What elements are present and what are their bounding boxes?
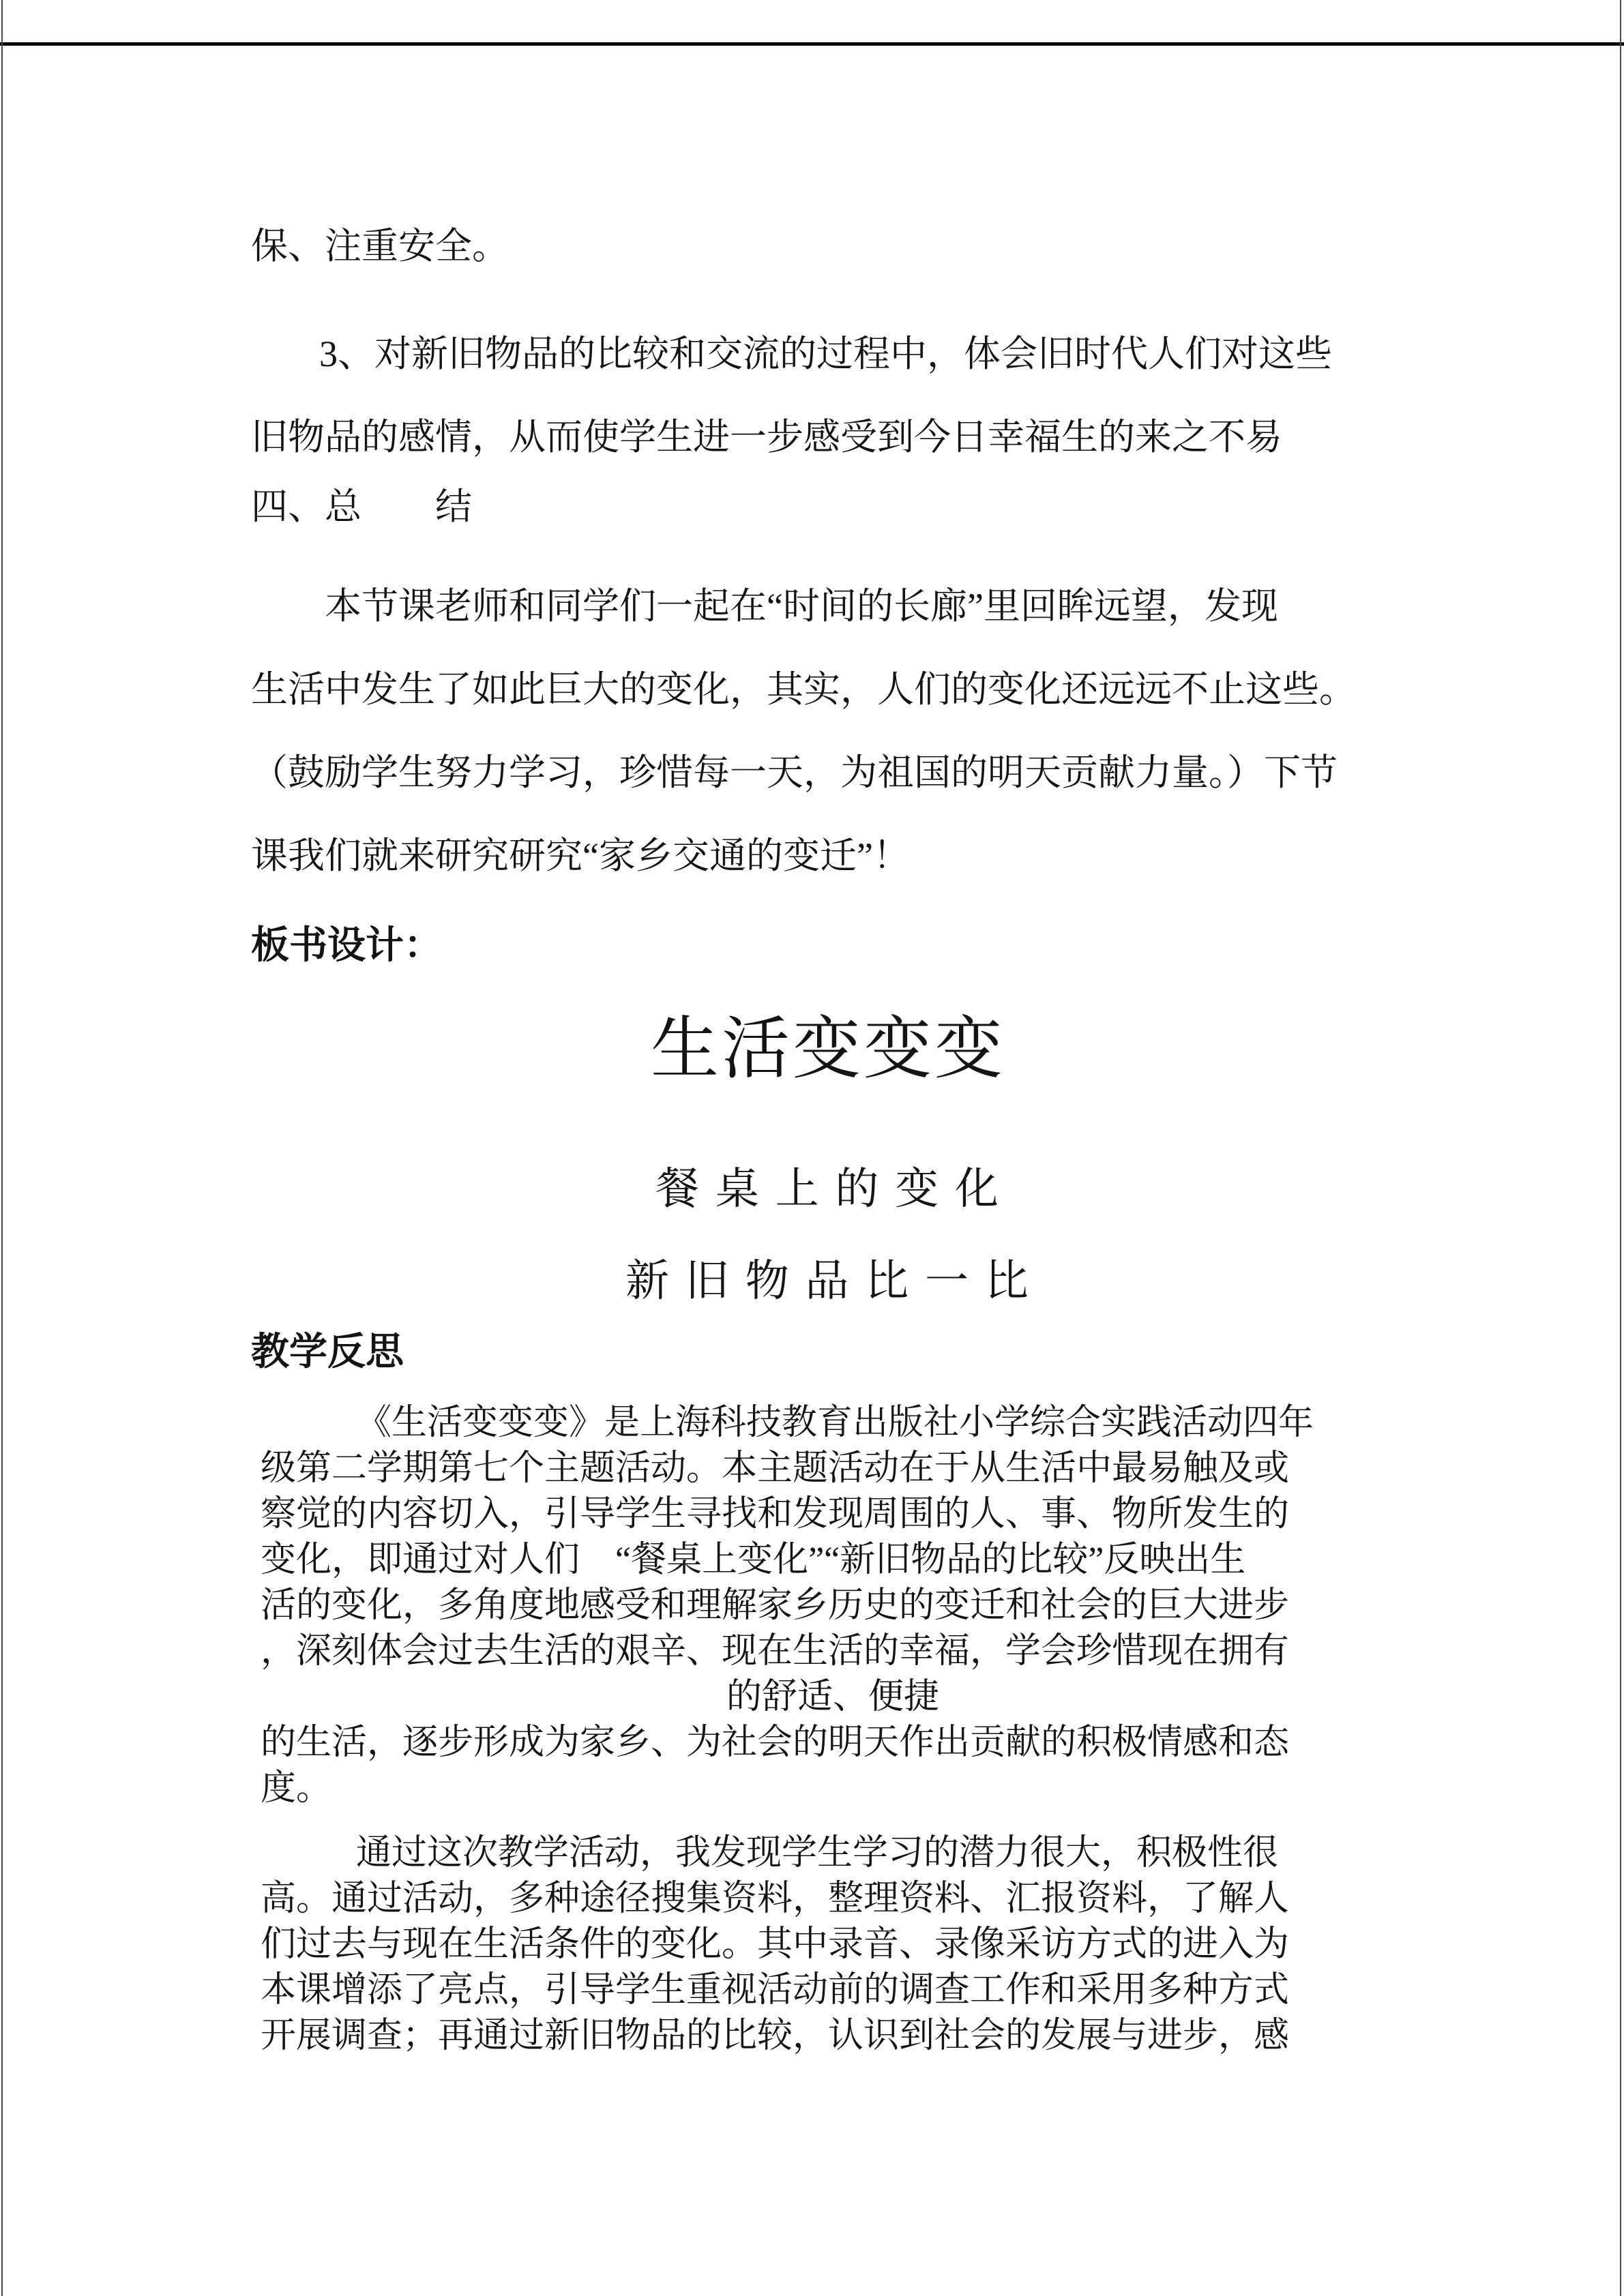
reflection-p1-line1: 《生活变变变》是上海科技教育出版社小学综合实践活动四年 — [356, 1403, 1314, 1442]
reflection-p1-line3: 察觉的内容切入，引导学生寻找和发现周围的人、事、物所发生的 — [261, 1495, 1290, 1534]
body-para-summary-line2: 生活中发生了如此巨大的变化，其实，人们的变化还远远不止这些。 — [251, 669, 1356, 710]
reflection-p2-line1: 通过这次教学活动，我发现学生学习的潜力很大，积极性很 — [356, 1834, 1279, 1873]
reflection-p2-line3: 们过去与现在生活条件的变化。其中录音、录像采访方式的进入为 — [261, 1925, 1290, 1964]
page-right-edge — [1620, 0, 1621, 2296]
page-left-edge — [1, 0, 3, 2296]
board-design-label: 板书设计： — [251, 925, 442, 967]
document-content — [251, 205, 1405, 2059]
reflection-p1-tail-line1: 的生活，逐步形成为家乡、为社会的明天作出贡献的积极情感和态 — [261, 1723, 1290, 1762]
body-para-summary-line3: （鼓励学生努力学习，珍惜每一天，为祖国的明天贡献力量。）下节 — [251, 752, 1338, 793]
board-design-section — [251, 904, 1405, 1318]
body-para-summary-line1: 本节课老师和同学们一起在“时间的长廊”里回眸远望，发现 — [325, 586, 1278, 627]
reflection-p1-center-line: 的舒适、便捷 — [726, 1678, 939, 1716]
body-line-safety: 保、注重安全。 — [251, 226, 509, 267]
reflection-p1-line6: ，深刻体会过去生活的艰辛、现在生活的幸福，学会珍惜现在拥有 — [261, 1632, 1290, 1671]
reflection-p2-line5: 开展调查；再通过新旧物品的比较，认识到社会的发展与进步，感 — [261, 2016, 1290, 2055]
body-para-summary-line4: 课我们就来研究研究“家乡交通的变迁”！ — [251, 835, 910, 876]
reflection-p1-line4: 变化，即通过对人们 “餐桌上变化”“新旧物品的比较”反映出生 — [261, 1540, 1246, 1579]
board-title: 生活变变变 — [651, 1011, 1005, 1087]
reflection-p2-line4: 本课增添了亮点，引导学生重视活动前的调查工作和采用多种方式 — [261, 1971, 1290, 2010]
board-subtitle-2: 新 旧 物 品 比 一 比 — [625, 1256, 1031, 1305]
page-top-rule — [0, 42, 1624, 46]
reflection-section — [251, 1325, 1405, 2059]
heading-summary: 四、总 结 — [251, 486, 472, 527]
lesson-body-section — [251, 205, 1405, 897]
reflection-p1-tail-line2: 度。 — [261, 1769, 332, 1808]
reflection-p1-line2: 级第二学期第七个主题活动。本主题活动在于从生活中最易触及或 — [261, 1449, 1290, 1488]
body-para-compare-line2: 旧物品的感情，从而使学生进一步感受到今日幸福生的来之不易 — [251, 417, 1282, 458]
board-subtitle-1: 餐 桌 上 的 变 化 — [655, 1164, 1001, 1213]
reflection-p2-line2: 高。通过活动，多种途径搜集资料，整理资料、汇报资料，了解人 — [261, 1879, 1290, 1918]
reflection-heading: 教学反思 — [251, 1331, 404, 1373]
body-para-compare-line1: 3、对新旧物品的比较和交流的过程中，体会旧时代人们对这些 — [319, 333, 1332, 374]
reflection-p1-line5: 活的变化，多角度地感受和理解家乡历史的变迁和社会的巨大进步 — [261, 1586, 1290, 1625]
